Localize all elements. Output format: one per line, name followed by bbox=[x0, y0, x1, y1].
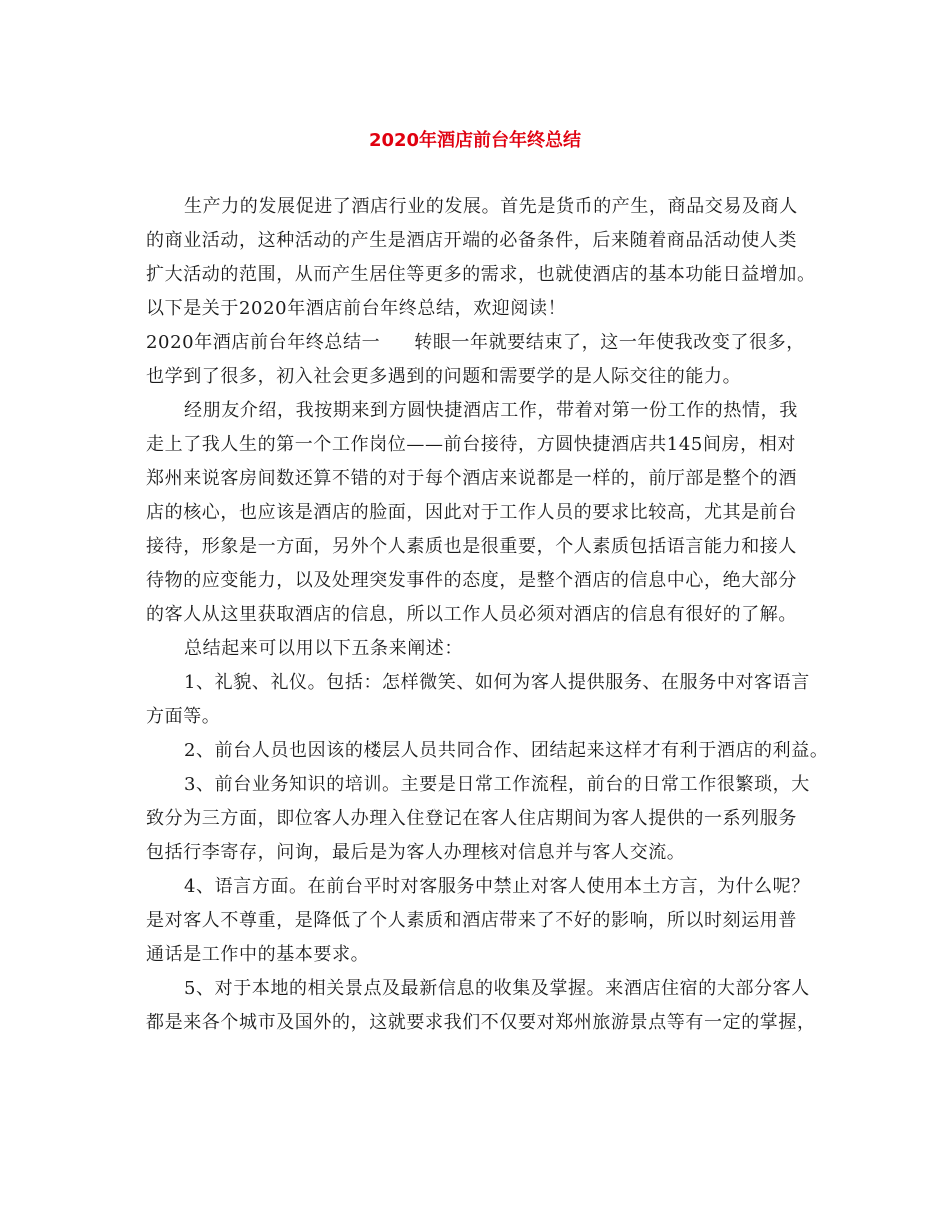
text-line: 店的核心，也应该是酒店的脸面，因此对于工作人员的要求比较高，尤其是前台 bbox=[146, 502, 797, 523]
section-heading: 2020年酒店前台年终总结一 bbox=[146, 332, 381, 353]
list-item-line: 3、前台业务知识的培训。主要是日常工作流程，前台的日常工作很繁琐，大 bbox=[184, 774, 810, 795]
text-line: 也学到了很多，初入社会更多遇到的问题和需要学的是人际交往的能力。 bbox=[146, 366, 742, 387]
text-line: 待物的应变能力，以及处理突发事件的态度，是整个酒店的信息中心，绝大部分 bbox=[146, 570, 797, 591]
text-line: 走上了我人生的第一个工作岗位——前台接待，方圆快捷酒店共145间房，相对 bbox=[146, 434, 796, 455]
list-item-line: 5、对于本地的相关景点及最新信息的收集及掌握。来酒店住宿的大部分客人 bbox=[184, 978, 810, 999]
text-line: 是对客人不尊重，是降低了个人素质和酒店带来了不好的影响，所以时刻运用普 bbox=[146, 910, 797, 931]
document-body bbox=[146, 190, 829, 1040]
list-item-line: 2、前台人员也因该的楼层人员共同合作、团结起来这样才有利于酒店的利益。 bbox=[184, 740, 829, 761]
text-line: 的客人从这里获取酒店的信息，所以工作人员必须对酒店的信息有很好的了解。 bbox=[146, 604, 797, 625]
text-segment: 转眼一年就要结束了，这一年使我改变了很多， bbox=[414, 332, 805, 353]
document-title: 2020年酒店前台年终总结 bbox=[368, 130, 582, 151]
text-line: 都是来各个城市及国外的，这就要求我们不仅要对郑州旅游景点等有一定的掌握， bbox=[146, 1012, 816, 1033]
text-line: 接待，形象是一方面，另外个人素质也是很重要，个人素质包括语言能力和接人 bbox=[146, 536, 797, 557]
text-line: 经朋友介绍，我按期来到方圆快捷酒店工作，带着对第一份工作的热情，我 bbox=[184, 400, 798, 421]
text-line: 扩大活动的范围，从而产生居住等更多的需求，也就使酒店的基本功能日益增加。 bbox=[146, 264, 816, 285]
text-line: 方面等。 bbox=[146, 706, 221, 727]
text-line: 总结起来可以用以下五条来阐述： bbox=[184, 638, 463, 659]
text-line: 包括行李寄存，问询，最后是为客人办理核对信息并与客人交流。 bbox=[146, 842, 686, 863]
text-line: 郑州来说客房间数还算不错的对于每个酒店来说都是一样的，前厅部是整个的酒 bbox=[146, 468, 797, 489]
list-item-line: 4、语言方面。在前台平时对客服务中禁止对客人使用本土方言，为什么呢？ bbox=[184, 876, 810, 897]
text-line: 致分为三方面，即位客人办理入住登记在客人住店期间为客人提供的一系列服务 bbox=[146, 808, 797, 829]
list-item-line: 1、礼貌、礼仪。包括：怎样微笑、如何为客人提供服务、在服务中对客语言 bbox=[184, 672, 810, 693]
section-heading-line bbox=[146, 326, 811, 360]
text-line: 的商业活动，这种活动的产生是酒店开端的必备条件，后来随着商品活动使人类 bbox=[146, 230, 797, 251]
text-line: 以下是关于2020年酒店前台年终总结，欢迎阅读！ bbox=[146, 298, 567, 319]
text-line: 通话是工作中的基本要求。 bbox=[146, 944, 370, 965]
text-line: 生产力的发展促进了酒店行业的发展。首先是货币的产生，商品交易及商人 bbox=[184, 196, 798, 217]
